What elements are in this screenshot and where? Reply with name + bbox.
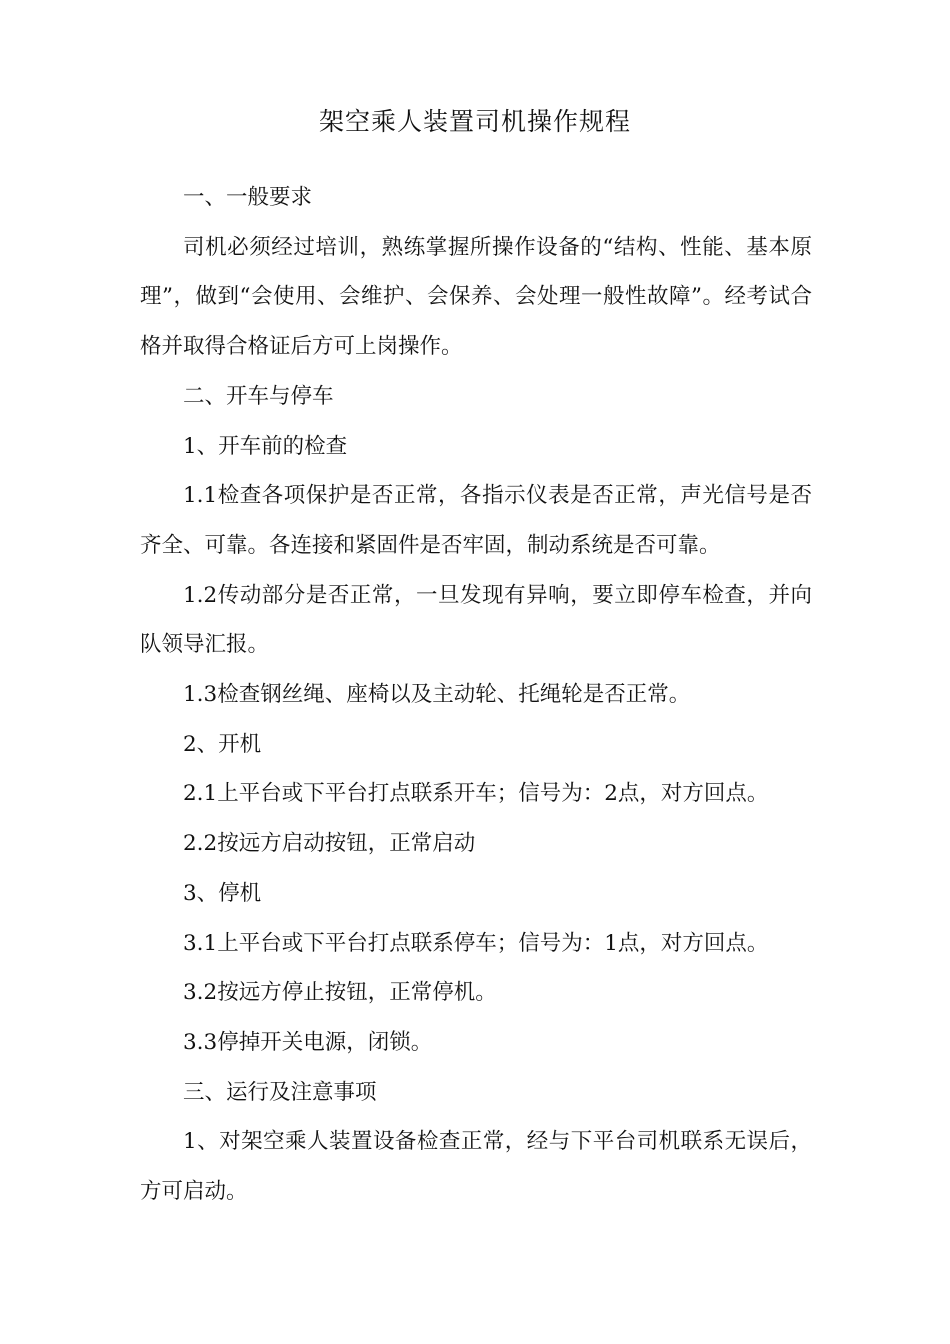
section-heading-start-stop: 二、开车与停车 — [183, 383, 334, 409]
paragraph-stop-3-1: 3.1上平台或下平台打点联系停车；信号为：1点，对方回点。 — [183, 930, 769, 956]
section-heading-general-requirements: 一、一般要求 — [183, 185, 313, 210]
subheading-start-machine: 2、开机 — [183, 731, 262, 757]
document-body — [140, 173, 812, 1217]
paragraph-check-1-1: 1.1检查各项保护是否正常，各指示仪表是否正常，声光信号是否齐全、可靠。各连接和紧固件是否牢固，制动系统是否可靠。 — [140, 483, 812, 558]
paragraph-start-2-1: 2.1上平台或下平台打点联系开车；信号为：2点，对方回点。 — [183, 781, 769, 807]
section-heading-operation-notes: 三、运行及注意事项 — [183, 1079, 377, 1105]
paragraph-driver-qualification: 司机必须经过培训，熟练掌握所操作设备的“结构、性能、基本原理”，做到“会使用、会维护、会保养、会处理一般性故障”。经考试合格并取得合格证后方可上岗操作。 — [140, 234, 812, 360]
paragraph-stop-3-3: 3.3停掉开关电源，闭锁。 — [183, 1029, 433, 1055]
paragraph-start-2-2: 2.2按远方启动按钮，正常启动 — [183, 831, 476, 857]
paragraph-check-1-3: 1.3检查钢丝绳、座椅以及主动轮、托绳轮是否正常。 — [183, 682, 691, 708]
document-title: 架空乘人装置司机操作规程 — [318, 107, 631, 136]
subheading-pre-start-check: 1、开车前的检查 — [183, 433, 348, 459]
paragraph-check-1-2: 1.2传动部分是否正常，一旦发现有异响，要立即停车检查，并向队领导汇报。 — [140, 582, 812, 658]
paragraph-operation-1: 1、对架空乘人装置设备检查正常，经与下平台司机联系无误后，方可启动。 — [140, 1129, 812, 1205]
subheading-stop-machine: 3、停机 — [183, 880, 262, 906]
paragraph-stop-3-2: 3.2按远方停止按钮，正常停机。 — [183, 980, 497, 1006]
